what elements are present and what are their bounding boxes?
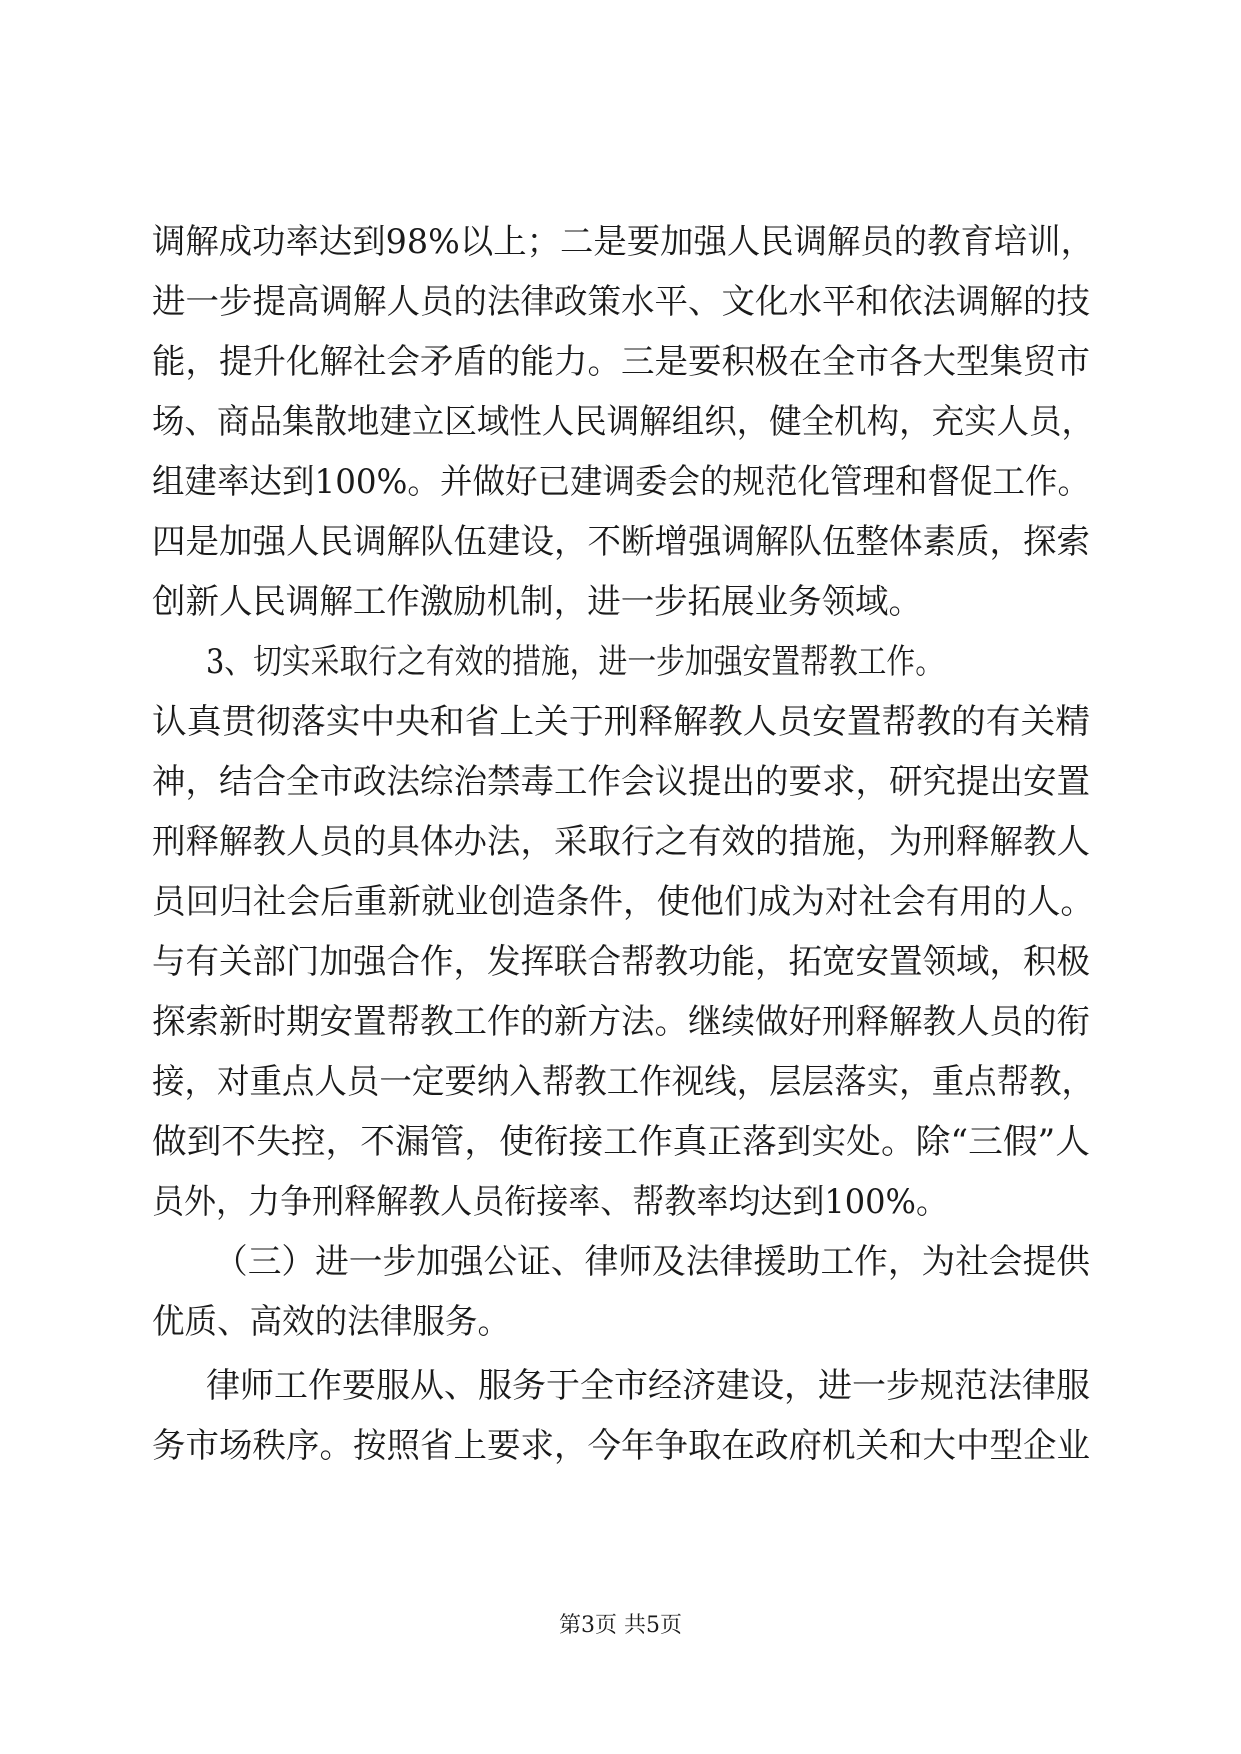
- text-line: [0, 1232, 1241, 1292]
- text-line: [0, 752, 1241, 812]
- text-line: [0, 1172, 1241, 1232]
- text-line: [0, 1292, 1241, 1352]
- text-line-content: 员外，力争刑释解教人员衔接率、帮教率均达到100%。: [152, 1182, 948, 1222]
- text-line-content: 认真贯彻落实中央和省上关于刑释解教人员安置帮教的有关精: [152, 702, 1090, 742]
- text-line-content: 律师工作要服从、服务于全市经济建设，进一步规范法律服: [206, 1366, 1090, 1406]
- text-line-content: （三）进一步加强公证、律师及法律援助工作，为社会提供: [214, 1242, 1090, 1282]
- text-line: [0, 332, 1241, 392]
- text-line: [0, 992, 1241, 1052]
- text-line-content: 场、商品集散地建立区域性人民调解组织，健全机构，充实人员，: [152, 402, 1094, 442]
- text-line: [0, 932, 1241, 992]
- text-line: [0, 1112, 1241, 1172]
- text-line-content: 调解成功率达到98%以上；二是要加强人民调解员的教育培训，: [152, 222, 1094, 262]
- text-line: [0, 812, 1241, 872]
- text-line: [0, 1356, 1241, 1416]
- text-line-content: 务市场秩序。按照省上要求，今年争取在政府机关和大中型企业: [152, 1426, 1090, 1466]
- text-line: [0, 572, 1241, 632]
- text-line: [0, 1052, 1241, 1112]
- text-line-content: 探索新时期安置帮教工作的新方法。继续做好刑释解教人员的衔: [152, 1002, 1090, 1042]
- page-footer: 第3页 共5页: [559, 1613, 682, 1638]
- text-line-content: 与有关部门加强合作，发挥联合帮教功能，拓宽安置领域，积极: [152, 942, 1090, 982]
- text-line-content: 接，对重点人员一定要纳入帮教工作视线，层层落实，重点帮教，: [152, 1062, 1094, 1102]
- text-line: [0, 692, 1241, 752]
- text-line-content: 优质、高效的法律服务。: [152, 1302, 510, 1342]
- text-line: [0, 512, 1241, 572]
- text-line: [0, 872, 1241, 932]
- text-line-content: 创新人民调解工作激励机制，进一步拓展业务领域。: [152, 582, 922, 622]
- text-line: [0, 632, 1241, 692]
- text-line-content: 四是加强人民调解队伍建设，不断增强调解队伍整体素质，探索: [152, 522, 1090, 562]
- text-line-content: 刑释解教人员的具体办法，采取行之有效的措施，为刑释解教人: [152, 822, 1090, 862]
- text-line: [0, 272, 1241, 332]
- text-line: [0, 1416, 1241, 1476]
- text-line-content: 做到不失控，不漏管，使衔接工作真正落到实处。除“三假”人: [152, 1122, 1090, 1162]
- text-line-content: 进一步提高调解人员的法律政策水平、文化水平和依法调解的技: [152, 282, 1090, 322]
- text-line: [0, 452, 1241, 512]
- text-line-content: 3、切实采取行之有效的措施，进一步加强安置帮教工作。: [206, 642, 944, 682]
- text-line-content: 神，结合全市政法综治禁毒工作会议提出的要求，研究提出安置: [152, 762, 1090, 802]
- text-line: [0, 392, 1241, 452]
- text-line-content: 员回归社会后重新就业创造条件，使他们成为对社会有用的人。: [152, 882, 1094, 922]
- text-line-content: 能，提升化解社会矛盾的能力。三是要积极在全市各大型集贸市: [152, 342, 1090, 382]
- text-line-content: 组建率达到100%。并做好已建调委会的规范化管理和督促工作。: [152, 462, 1090, 502]
- text-line: [0, 212, 1241, 272]
